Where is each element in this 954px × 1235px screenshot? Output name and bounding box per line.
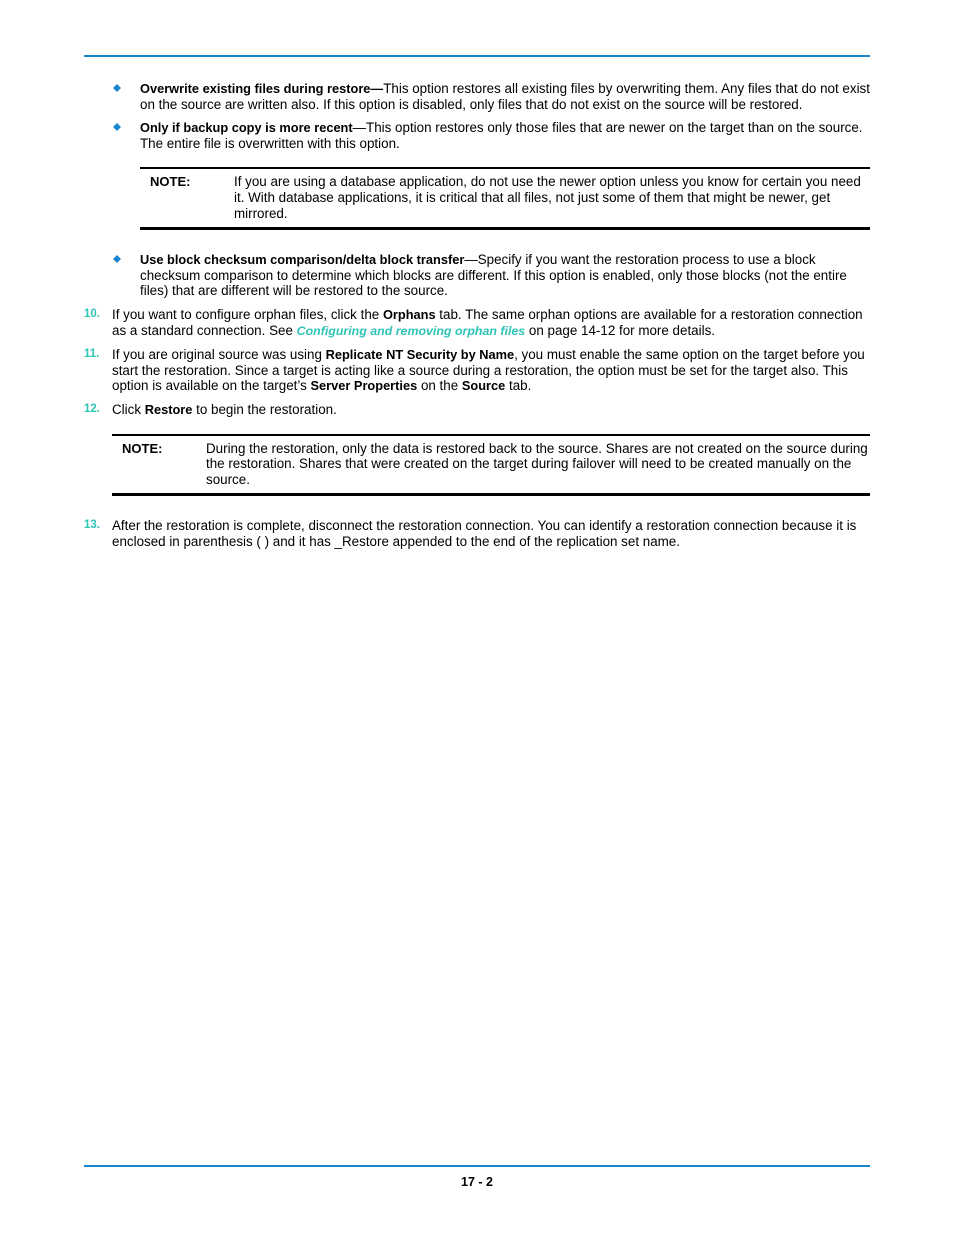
option-name: Use block checksum comparison/delta block transfer bbox=[140, 252, 465, 268]
note-label: NOTE: bbox=[150, 174, 191, 190]
diamond-bullet-icon bbox=[113, 255, 121, 263]
step-text: tab. bbox=[505, 378, 532, 394]
ui-term: Restore bbox=[144, 401, 193, 417]
step-text: Click bbox=[112, 401, 145, 417]
option-name: Overwrite existing files during restore— bbox=[140, 81, 384, 96]
ui-term: Source bbox=[461, 378, 506, 394]
step-12 bbox=[84, 402, 870, 418]
note-text: During the restoration, only the data is restored back to the source. Shares are not created on the source during the restoration. Shares that were created on the target during failover will need to be created manually on the source. bbox=[206, 440, 868, 487]
ui-term: Server Properties bbox=[310, 378, 418, 394]
step-13 bbox=[84, 518, 870, 549]
bullet-block-checksum bbox=[84, 252, 870, 299]
bullet-more-recent bbox=[84, 120, 870, 151]
cross-reference-link[interactable]: Configuring and removing orphan files bbox=[296, 323, 526, 338]
note-database bbox=[140, 167, 870, 230]
page-content bbox=[84, 81, 870, 557]
option-description: This option restores all existing files by overwriting them. Any files that do not exist on the source are written also. If this option is disabled, only files that do not exist on the source will be restored. bbox=[140, 81, 870, 112]
note-text: If you are using a database application, do not use the newer option unless you know for certain you need it. With database applications, it is critical that all files, not just some of them that might be newer, get mirrored. bbox=[234, 174, 861, 221]
step-11 bbox=[84, 347, 870, 394]
option-description: —This option restores only those files that are newer on the target than on the source. The entire file is overwritten with this option. bbox=[140, 120, 863, 151]
ui-term: Replicate NT Security by Name bbox=[325, 347, 515, 363]
option-name: Only if backup copy is more recent bbox=[140, 120, 353, 136]
option-description: —Specify if you want the restoration process to use a block checksum comparison to determine which blocks are different. If this option is enabled, only those blocks (not the entire files) that are different will be restored to the source. bbox=[140, 252, 847, 299]
step-text: on page 14-12 for more details. bbox=[525, 322, 715, 338]
step-number: 10. bbox=[84, 307, 100, 320]
note-restoration-shares bbox=[112, 434, 870, 497]
step-number: 12. bbox=[84, 402, 100, 415]
header-rule bbox=[84, 55, 870, 57]
step-text: If you are original source was using bbox=[112, 347, 326, 363]
step-text: on the bbox=[417, 378, 462, 394]
step-text: After the restoration is complete, disconnect the restoration connection. You can identify a restoration connection because it is enclosed in parenthesis ( ) and it has _Restore appended to the end of the replication set name. bbox=[112, 518, 857, 549]
diamond-bullet-icon bbox=[113, 84, 121, 92]
ui-term: Orphans bbox=[382, 306, 436, 322]
step-text: tab. The same orphan options are available for a restoration connection as a standard connection. See bbox=[112, 306, 863, 338]
step-number: 11. bbox=[84, 348, 100, 361]
step-text: , you must enable the same option on the target before you start the restoration. Since a target is acting like a source during a restoration, the option must be set for the target also. This option is available on the target’s bbox=[112, 347, 865, 394]
step-number: 13. bbox=[84, 519, 100, 532]
note-label: NOTE: bbox=[122, 440, 163, 456]
diamond-bullet-icon bbox=[113, 123, 121, 131]
footer-rule bbox=[84, 1165, 870, 1167]
bullet-overwrite bbox=[84, 81, 870, 112]
step-text: If you want to configure orphan files, click the bbox=[112, 306, 383, 322]
step-10 bbox=[84, 307, 870, 339]
page-number: 17 - 2 bbox=[461, 1175, 493, 1189]
step-text: to begin the restoration. bbox=[192, 401, 337, 417]
